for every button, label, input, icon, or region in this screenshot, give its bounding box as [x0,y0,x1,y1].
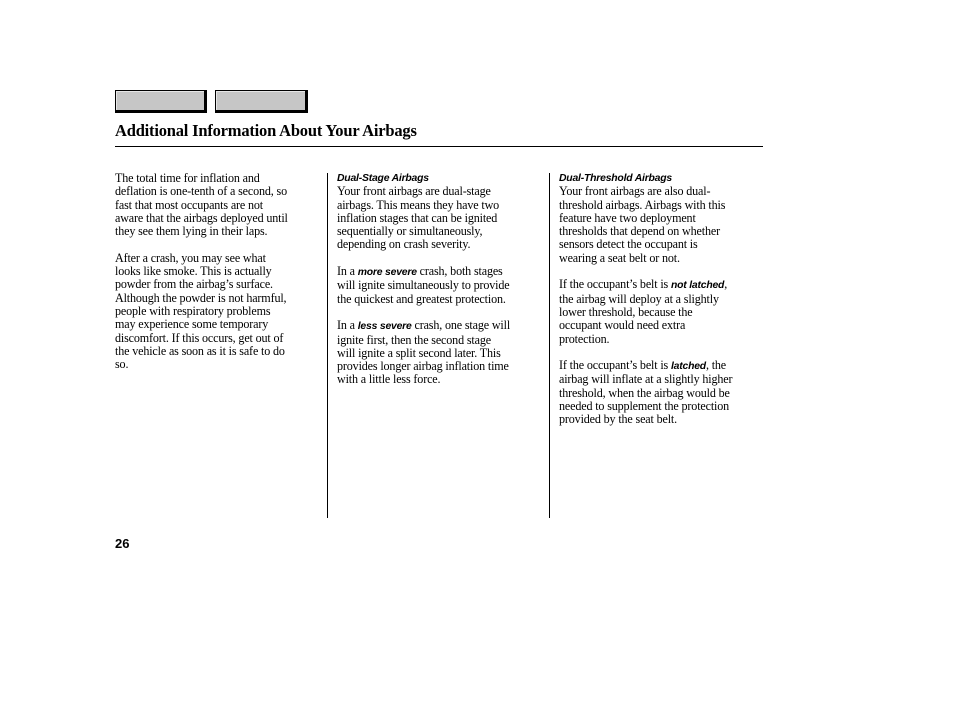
text-line: the quickest and greatest protection. [337,291,506,306]
text-line: threshold, when the airbag would be [559,385,730,400]
text-line: After a crash, you may see what [115,250,266,265]
paragraph-more-severe [337,265,542,306]
text-run: crash, both stages [416,264,503,279]
text-line: threshold airbags. Airbags with this [559,197,726,212]
text-line: may experience some temporary [115,317,269,332]
nav-tab-1[interactable] [115,90,207,113]
paragraph-less-severe [337,319,542,386]
column-divider-1 [327,173,328,518]
text-line [337,265,542,279]
text-line: sequentially or simultaneously, [337,224,483,239]
text-run: crash, one stage will [411,318,511,333]
title-divider [115,146,763,147]
text-line: depending on crash severity. [337,237,471,252]
text-line: airbags. This means they have two [337,197,500,212]
text-line: discomfort. If this occurs, get out of [115,330,284,345]
text-line: people with respiratory problems [115,303,271,318]
text-line: provides longer airbag inflation time [337,359,509,374]
nav-tab-2[interactable] [215,90,308,113]
text-line: ignite first, then the second stage [337,332,491,347]
text-line: Your front airbags are dual-stage [337,184,491,199]
text-line: will ignite simultaneously to provide [337,278,510,293]
text-line: airbag will inflate at a slightly higher [559,372,733,387]
emphasis-text: latched [670,361,706,373]
text-line: occupant would need extra [559,318,686,333]
text-line: The total time for inflation and [115,171,260,185]
text-run: If the occupant’s belt is [559,277,671,292]
text-line: protection. [559,331,610,346]
column-divider-2 [549,173,550,518]
text-run: If the occupant’s belt is [559,358,671,373]
text-line: looks like smoke. This is actually [115,264,272,279]
text-line [559,359,764,373]
text-line: lower threshold, because the [559,304,693,319]
section-dual-stage [337,172,542,252]
page-title: Additional Information About Your Airbags [115,121,417,140]
text-line [337,319,542,333]
text-line: they see them lying in their laps. [115,224,268,239]
text-run: In a [337,318,358,333]
column-1 [115,172,320,385]
text-line: Your front airbags are also dual- [559,184,711,199]
text-line: so. [115,357,129,372]
text-run: , the [705,358,727,373]
section-heading: Dual-Threshold Airbags [559,173,672,184]
section-dual-threshold [559,172,764,265]
paragraph-latched [559,359,764,426]
text-line: deflation is one-tenth of a second, so [115,184,287,199]
text-line: aware that the airbags deployed until [115,210,288,225]
page-number: 26 [115,536,130,551]
text-line: the airbag will deploy at a slightly [559,291,719,306]
paragraph-powder [115,252,320,372]
column-2 [337,172,542,400]
text-line: powder from the airbag’s surface. [115,277,273,292]
emphasis-text: more severe [357,267,417,279]
paragraph-inflation-time [115,172,320,238]
text-line: fast that most occupants are not [115,197,264,212]
text-line: wearing a seat belt or not. [559,250,680,265]
text-line: the vehicle as soon as it is safe to do [115,343,285,358]
paragraph-not-latched [559,278,764,345]
text-line: needed to supplement the protection [559,399,730,414]
emphasis-text: less severe [357,321,412,333]
text-line: Although the powder is not harmful, [115,290,287,305]
text-line: sensors detect the occupant is [559,237,698,252]
text-run: , [724,277,728,292]
emphasis-text: not latched [670,280,725,292]
text-line: with a little less force. [337,372,441,387]
text-line [559,278,764,292]
text-line: feature have two deployment [559,210,696,225]
section-heading: Dual-Stage Airbags [337,173,429,184]
text-run: In a [337,264,358,279]
text-line: provided by the seat belt. [559,412,678,427]
text-line: will ignite a split second later. This [337,345,501,360]
text-line: inflation stages that can be ignited [337,210,498,225]
column-3 [559,172,764,440]
text-line: thresholds that depend on whether [559,224,720,239]
